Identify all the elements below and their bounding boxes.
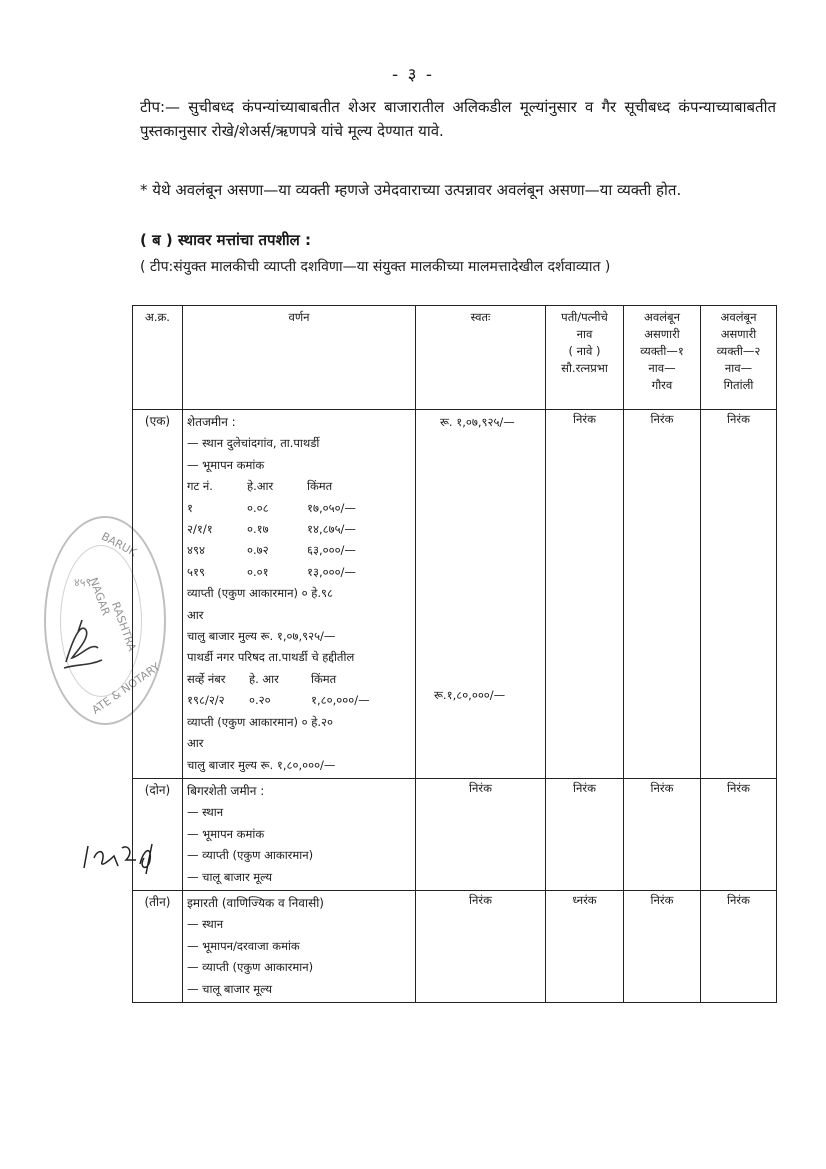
header-line: पती/पत्नीचे (561, 310, 608, 324)
self-value-urban: रू.१,८०,०००/— (434, 688, 506, 703)
header-dependent-1 (624, 306, 701, 410)
row-title: बिगरशेती जमीन : (187, 783, 265, 798)
cell: ०.०८ (247, 500, 269, 515)
header-line: व्यक्ती—२ (716, 344, 761, 358)
immovable-assets-table (132, 305, 777, 1003)
header-line: नाव (576, 327, 593, 341)
row-serial: (एक) (133, 410, 183, 779)
header-dependent-2 (701, 306, 777, 410)
description-line: — चालू बाजार मूल्य (187, 869, 273, 884)
header-spouse (546, 306, 624, 410)
cell: ०.७२ (247, 543, 269, 558)
section-heading: ( ब ) स्थावर मत्तांचा तपशील : (140, 231, 312, 249)
header-line: असणारी (644, 327, 680, 341)
description-line: — भूमापन/दरवाजा कमांक (187, 938, 300, 953)
header-line: गौरव (651, 378, 673, 392)
cell: ०.२० (249, 693, 271, 708)
row-dependent2-value: निरंक (701, 778, 777, 890)
row-dependent1-value: निरंक (624, 778, 701, 890)
area-line: व्याप्ती (एकुण आकारमान) ० हे.९८ (187, 586, 333, 601)
table-row (133, 778, 777, 890)
cell: ०.१७ (247, 522, 269, 537)
row-description (183, 410, 416, 779)
table-row (133, 410, 777, 779)
description-line: — व्याप्ती (एकुण आकारमान) (187, 960, 314, 975)
row-serial: (दोन) (133, 778, 183, 890)
area-line: व्याप्ती (एकुण आकारमान) ० हे.२० (187, 714, 333, 729)
section-note: ( टीप:संयुक्त मालकीची व्याप्ती दशविणा—या संयुक्त मालकीच्या मालमत्तादेखील दर्शवाव्यात ) (140, 259, 611, 275)
stamp-text: ४५९ (74, 576, 92, 589)
cell: १,८०,०००/— (311, 693, 370, 708)
description-line: — भूमापन कमांक (187, 457, 265, 472)
cell: गट नं. (187, 479, 213, 494)
stamp-text: BARUK (99, 529, 139, 560)
row-self-value: निरंक (416, 890, 546, 1002)
row-dependent2-value: निरंक (701, 890, 777, 1002)
description-line: — व्याप्ती (एकुण आकारमान) (187, 848, 314, 863)
header-self: स्वतः (416, 306, 546, 410)
plot-row (187, 540, 411, 561)
cell: हे.आर (247, 479, 274, 494)
description-line: पाथर्डी नगर परिषद ता.पाथर्डी चे हद्दीतील (187, 650, 355, 665)
plot-row (187, 562, 411, 583)
header-line: अवलंबून (720, 310, 757, 324)
cell: १ (187, 500, 193, 515)
header-line: सौ.रत्नप्रभा (561, 361, 608, 375)
self-value-agri: रू. १,०७,९२५/— (440, 415, 515, 429)
cell: ४९४ (187, 543, 205, 558)
header-line: नाव— (724, 361, 753, 375)
header-line: अवलंबून (644, 310, 680, 324)
row-self-value: निरंक (416, 778, 546, 890)
stamp-text: NAGAR (86, 575, 113, 618)
cell: १४,८७५/— (307, 522, 356, 537)
row-dependent1-value: निरंक (624, 890, 701, 1002)
header-description: वर्णन (183, 306, 416, 410)
row-self-value (416, 410, 546, 779)
row-title: शेतजमीन : (187, 415, 236, 429)
cell: हे. आर (249, 671, 279, 686)
description-line: — चालू बाजार मूल्य (187, 981, 273, 996)
table-header-row (133, 306, 777, 410)
plot-header-row (187, 476, 411, 497)
row-description (183, 890, 416, 1002)
cell: ५१९ (187, 564, 205, 579)
row-dependent2-value: निरंक (701, 410, 777, 779)
row-title: इमारती (वाणिज्यिक व निवासी) (187, 895, 324, 910)
market-value-line: चालु बाजार मुल्य रू. १,०७,९२५/— (187, 629, 336, 644)
area-unit: आर (187, 736, 204, 751)
header-line: व्यक्ती—१ (640, 344, 684, 358)
header-serial: अ.क्र. (133, 306, 183, 410)
cell: किंमत (311, 671, 337, 686)
survey-header-row (187, 669, 411, 690)
cell: १९८/२/२ (187, 693, 225, 708)
signature-icon (58, 612, 108, 672)
cell: किंमत (307, 479, 333, 494)
header-line: असणारी (720, 327, 757, 341)
area-unit: आर (187, 607, 204, 622)
stamp-text: RASHTRA (108, 600, 139, 653)
market-value-line: चालु बाजार मुल्य रू. १,८०,०००/— (187, 757, 336, 772)
cell: ०.०१ (247, 564, 269, 579)
description-line: — स्थान दुलेचांदगांव, ता.पाथर्डी (187, 436, 320, 451)
cell: १३,०००/— (307, 564, 356, 579)
header-line: ( नावे ) (568, 344, 601, 358)
row-spouse-value: निरंक (546, 410, 624, 779)
cell: २/१/१ (187, 522, 213, 537)
note-dependents: * येथे अवलंबून असणा—या व्यक्ती म्हणजे उमेदवाराच्या उत्पन्नावर अवलंबून असणा—या व्यक्ती होत. (140, 181, 682, 199)
cell: ६३,०००/— (307, 543, 356, 558)
row-serial: (तीन) (133, 890, 183, 1002)
table-row (133, 890, 777, 1002)
page-number: - ३ - (392, 65, 434, 85)
header-line: गितांली (723, 378, 754, 392)
row-spouse-value: निरंक (546, 778, 624, 890)
row-dependent1-value: निरंक (624, 410, 701, 779)
header-line: नाव— (648, 361, 676, 375)
description-line: — भूमापन कमांक (187, 826, 265, 841)
row-spouse-value: ध्नरंक (546, 890, 624, 1002)
row-description (183, 778, 416, 890)
description-line: — स्थान (187, 917, 224, 932)
cell: १७,०५०/— (307, 500, 356, 515)
survey-row (187, 690, 411, 711)
cell: सर्व्हे नंबर (187, 671, 226, 686)
plot-row (187, 498, 411, 519)
stamp-text: ATE & NOTARY (89, 660, 163, 717)
plot-row (187, 519, 411, 540)
note-share-valuation: टीप:— सुचीबध्द कंपन्यांच्याबाबतीत शेअर बाजारातील अलिकडील मूल्यांनुसार व गैर सूचीबध्द कंपन्याच्याबाबतीत पुस्तकानुसार रोखे/शेअर्स/ऋणपत्रे यांचे मूल्य देण्यात यावे. (140, 98, 776, 140)
description-line: — स्थान (187, 805, 224, 820)
